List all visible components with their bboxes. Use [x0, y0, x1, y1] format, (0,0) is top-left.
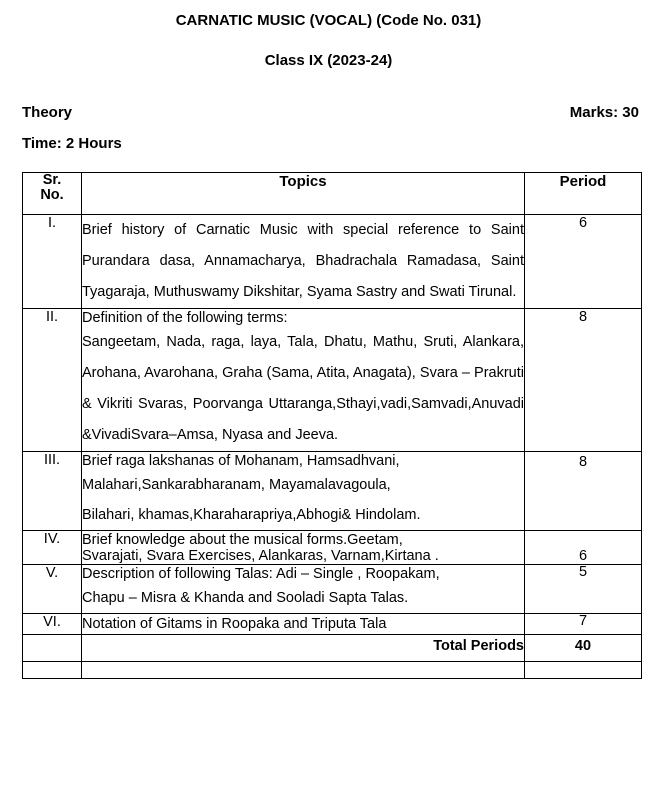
theory-label: Theory — [22, 104, 73, 121]
table-header-row — [23, 173, 642, 215]
total-row — [23, 635, 642, 662]
header-period: Period — [525, 173, 642, 215]
row-topic: Brief knowledge about the musical forms.Geetam, Svarajati, Svara Exercises, Alankaras, Varnam,Kirtana . — [82, 531, 525, 565]
row-period: 6 — [525, 215, 642, 309]
syllabus-table — [22, 172, 642, 679]
row-sr: I. — [23, 215, 82, 309]
table-row — [23, 309, 642, 452]
row-topic: Brief raga lakshanas of Mohanam, Hamsadhvani, Malahari,Sankarabharanam, Mayamalavagoula, Bilahari, khamas,Kharaharapriya,Abhogi& Hindolam. — [82, 452, 525, 531]
row-period: 8 — [525, 309, 642, 452]
total-label: Total Periods — [82, 635, 525, 662]
row-topic: Notation of Gitams in Roopaka and Triputa Tala — [82, 614, 525, 635]
row-topic: Brief history of Carnatic Music with special reference to Saint Purandara dasa, Annamacharya, Bhadrachala Ramadasa, Saint Tyagaraja, Muthuswamy Dikshitar, Syama Sastry and Swati Tirunal. — [82, 215, 525, 309]
total-sr-empty — [23, 635, 82, 662]
table-row — [23, 531, 642, 565]
header-sr-no: Sr. No. — [23, 173, 82, 215]
table-row — [23, 452, 642, 531]
row-topic-heading: Definition of the following terms: — [82, 310, 288, 326]
row-period: 7 — [525, 614, 642, 635]
row-sr: VI. — [23, 614, 82, 635]
row-period: 6 — [525, 531, 642, 565]
row-sr: III. — [23, 452, 82, 531]
row-sr: V. — [23, 565, 82, 614]
table-row — [23, 614, 642, 635]
total-value: 40 — [525, 635, 642, 662]
row-topic-body: Sangeetam, Nada, raga, laya, Tala, Dhatu, Mathu, Sruti, Alankara, Arohana, Avarohana, Graha (Sama, Atita, Anagata), Svara – Prakruti & Vikriti Svaras, Poorvanga Uttaranga,Sthayi,vadi,Samvadi,Anuvadi &VivadiSvara–Amsa, Nyasa and Jeeva. — [82, 334, 524, 443]
row-topic: Description of following Talas: Adi – Single , Roopakam, Chapu – Misra & Khanda and Sooladi Sapta Talas. — [82, 565, 525, 614]
empty-row — [23, 662, 642, 679]
marks-label: Marks: 30 — [569, 104, 639, 121]
row-sr: II. — [23, 309, 82, 452]
row-sr: IV. — [23, 531, 82, 565]
table-row — [23, 215, 642, 309]
row-period: 8 — [525, 452, 642, 531]
class-year: Class IX (2023-24) — [264, 52, 393, 69]
document-title: CARNATIC MUSIC (VOCAL) (Code No. 031) — [175, 12, 482, 29]
table-row — [23, 565, 642, 614]
time-label: Time: 2 Hours — [22, 135, 122, 152]
row-topic — [82, 309, 525, 452]
header-topics: Topics — [82, 173, 525, 215]
row-period: 5 — [525, 565, 642, 614]
